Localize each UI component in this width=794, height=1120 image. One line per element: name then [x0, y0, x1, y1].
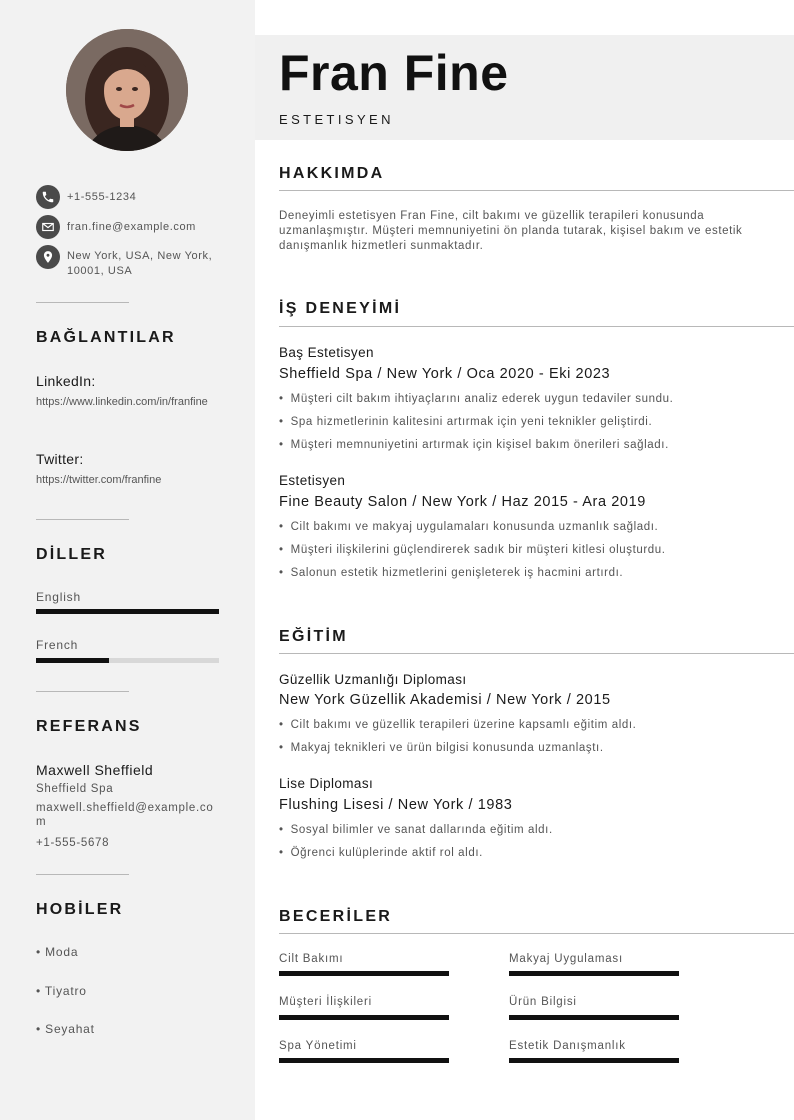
divider	[279, 326, 794, 327]
degree-bullet: • Cilt bakımı ve güzellik terapileri üzerine kapsamlı eğitim aldı.	[279, 719, 779, 731]
location-icon	[36, 245, 60, 269]
contact-phone	[36, 185, 227, 209]
degree-title: Lise Diploması	[279, 776, 374, 791]
skill-level-bar	[509, 971, 679, 976]
divider	[36, 874, 129, 875]
phone-text: +1-555-1234	[67, 191, 137, 203]
links-heading: BAĞLANTILAR	[36, 329, 176, 346]
twitter-link[interactable]: https://twitter.com/franfine	[36, 474, 162, 486]
job-bullet: • Cilt bakımı ve makyaj uygulamaları konusunda uzmanlık sağladı.	[279, 521, 779, 533]
language-level-bar	[36, 658, 219, 663]
skill-label: Spa Yönetimi	[279, 1040, 357, 1052]
sidebar	[0, 0, 255, 1120]
profile-photo	[66, 29, 188, 151]
phone-icon	[36, 185, 60, 209]
job-bullet: • Müşteri cilt bakım ihtiyaçlarını analiz ederek uygun tedaviler sundu.	[279, 393, 779, 405]
hobby-item: • Tiyatro	[36, 984, 87, 998]
skill-level-bar	[279, 1015, 449, 1020]
education-heading: EĞİTİM	[279, 628, 348, 645]
skill-label: Makyaj Uygulaması	[509, 953, 623, 965]
job-bullet: • Salonun estetik hizmetlerini genişleterek iş hacmini artırdı.	[279, 567, 779, 579]
skill-level-bar	[509, 1058, 679, 1063]
language-name: English	[36, 590, 81, 604]
divider	[279, 653, 794, 654]
degree-details: New York Güzellik Akademisi / New York / 2015	[279, 692, 611, 708]
person-name: Fran Fine	[279, 45, 509, 101]
language-level-fill	[36, 658, 109, 663]
divider	[36, 519, 129, 520]
degree-bullet: • Sosyal bilimler ve sanat dallarında eğitim aldı.	[279, 824, 779, 836]
degree-title: Güzellik Uzmanlığı Diploması	[279, 672, 467, 687]
linkedin-link[interactable]: https://www.linkedin.com/in/franfine	[36, 396, 208, 408]
hobby-label: Seyahat	[45, 1022, 95, 1036]
linkedin-label: LinkedIn:	[36, 373, 96, 389]
language-level-fill	[36, 609, 219, 614]
divider	[36, 302, 129, 303]
reference-company: Sheffield Spa	[36, 783, 114, 795]
reference-email[interactable]: maxwell.sheffield@example.com	[36, 802, 214, 828]
skill-level-bar	[509, 1015, 679, 1020]
mail-icon	[36, 215, 60, 239]
language-level-bar	[36, 609, 219, 614]
language-name: French	[36, 638, 79, 652]
job-bullet: • Müşteri ilişkilerini güçlendirerek sadık bir müşteri kitlesi oluşturdu.	[279, 544, 779, 556]
hobbies-heading: HOBİLER	[36, 901, 124, 918]
skills-heading: BECERİLER	[279, 908, 393, 925]
job-bullet: • Spa hizmetlerinin kalitesini artırmak için yeni teknikler geliştirdi.	[279, 416, 779, 428]
skill-label: Estetik Danışmanlık	[509, 1040, 626, 1052]
email-text: fran.fine@example.com	[67, 221, 196, 233]
hobby-label: Moda	[45, 945, 79, 959]
languages-heading: DİLLER	[36, 546, 107, 563]
hobby-item: • Moda	[36, 945, 79, 959]
divider	[279, 933, 794, 934]
degree-bullet: • Makyaj teknikleri ve ürün bilgisi konusunda uzmanlaştı.	[279, 742, 779, 754]
job-title-entry: Estetisyen	[279, 473, 346, 488]
degree-details: Flushing Lisesi / New York / 1983	[279, 797, 513, 813]
job-title: ESTETISYEN	[279, 112, 394, 127]
about-text: Deneyimli estetisyen Fran Fine, cilt bakımı ve güzellik terapileri konusunda uzmanlaşmıştır. Müşteri memnuniyetini ön planda tutarak, kişisel bakım ve estetik danışmanlık hizmetleri sunmaktadır.	[279, 210, 743, 252]
reference-phone: +1-555-5678	[36, 837, 110, 849]
about-heading: HAKKIMDA	[279, 165, 385, 182]
job-details: Sheffield Spa / New York / Oca 2020 - Eki 2023	[279, 366, 611, 382]
reference-name: Maxwell Sheffield	[36, 762, 154, 778]
degree-bullet: • Öğrenci kulüplerinde aktif rol aldı.	[279, 847, 779, 859]
references-heading: REFERANS	[36, 718, 142, 735]
skill-label: Ürün Bilgisi	[509, 996, 577, 1008]
twitter-label: Twitter:	[36, 451, 84, 467]
skill-level-bar	[279, 1058, 449, 1063]
contact-address	[36, 245, 227, 279]
hobby-label: Tiyatro	[44, 984, 87, 998]
divider	[36, 691, 129, 692]
job-title-entry: Baş Estetisyen	[279, 345, 374, 360]
job-bullet: • Müşteri memnuniyetini artırmak için kişisel bakım önerileri sağladı.	[279, 439, 779, 451]
skill-label: Cilt Bakımı	[279, 953, 344, 965]
contact-email	[36, 215, 227, 239]
experience-heading: İŞ DENEYİMİ	[279, 300, 402, 317]
hobby-item: • Seyahat	[36, 1022, 95, 1036]
skill-level-bar	[279, 971, 449, 976]
divider	[279, 190, 794, 191]
job-details: Fine Beauty Salon / New York / Haz 2015 - Ara 2019	[279, 494, 646, 510]
address-text: New York, USA, New York, 10001, USA	[67, 250, 213, 277]
skill-label: Müşteri İlişkileri	[279, 996, 372, 1008]
